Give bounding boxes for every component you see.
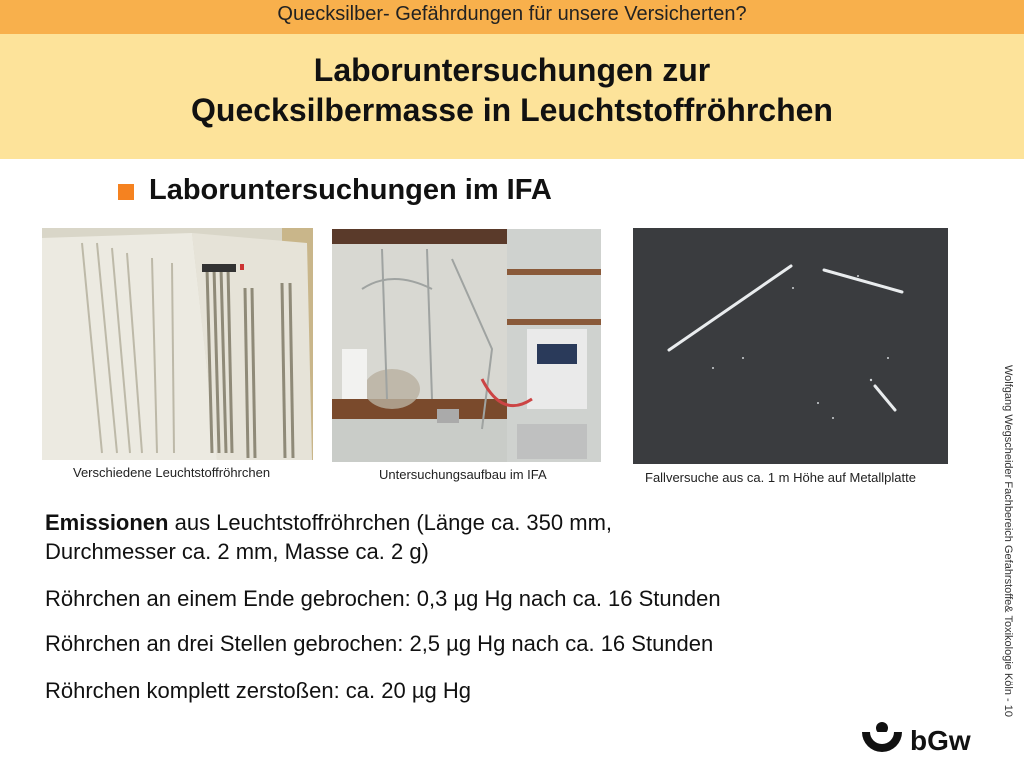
emissions-line-1	[45, 508, 612, 537]
result-three-places: Röhrchen an drei Stellen gebrochen: 2,5 µg Hg nach ca. 16 Stunden	[45, 631, 714, 656]
author-footer	[998, 365, 1020, 740]
bullet-square-icon	[118, 184, 134, 200]
bullet-heading: Laboruntersuchungen im IFA	[149, 174, 552, 206]
logo-text: bGw	[910, 725, 971, 756]
photo-lab-setup	[332, 229, 601, 462]
caption-photo-1: Verschiedene Leuchtstoffröhrchen	[73, 465, 271, 480]
author-footer-text: Wolfgang Wegscheider Fachbereich Gefahrstoffe& Toxikologie Köln - 10	[1002, 365, 1014, 717]
presentation-title: Quecksilber- Gefährdungen für unsere Versicherten?	[277, 3, 747, 25]
bgw-logo	[860, 718, 980, 758]
slide-title-line1: Laboruntersuchungen zur	[313, 52, 711, 88]
emissions-bold: Emissionen	[45, 510, 169, 535]
emissions-line-2: Durchmesser ca. 2 mm, Masse ca. 2 g)	[45, 539, 429, 564]
slide-title-line2: Quecksilbermasse in Leuchtstoffröhrchen	[191, 92, 833, 128]
photo-fluorescent-tubes	[42, 228, 313, 460]
result-crushed: Röhrchen komplett zerstoßen: ca. 20 µg Hg	[45, 678, 471, 703]
result-one-end: Röhrchen an einem Ende gebrochen: 0,3 µg Hg nach ca. 16 Stunden	[45, 586, 721, 611]
emissions-rest: aus Leuchtstoffröhrchen (Länge ca. 350 mm,	[168, 510, 613, 535]
emissions-paragraph	[45, 508, 612, 566]
slide-title	[0, 50, 1024, 130]
photo-fall-tests	[633, 228, 948, 464]
caption-photo-2: Untersuchungsaufbau im IFA	[379, 467, 547, 482]
caption-photo-3: Fallversuche aus ca. 1 m Höhe auf Metallplatte	[645, 470, 916, 485]
